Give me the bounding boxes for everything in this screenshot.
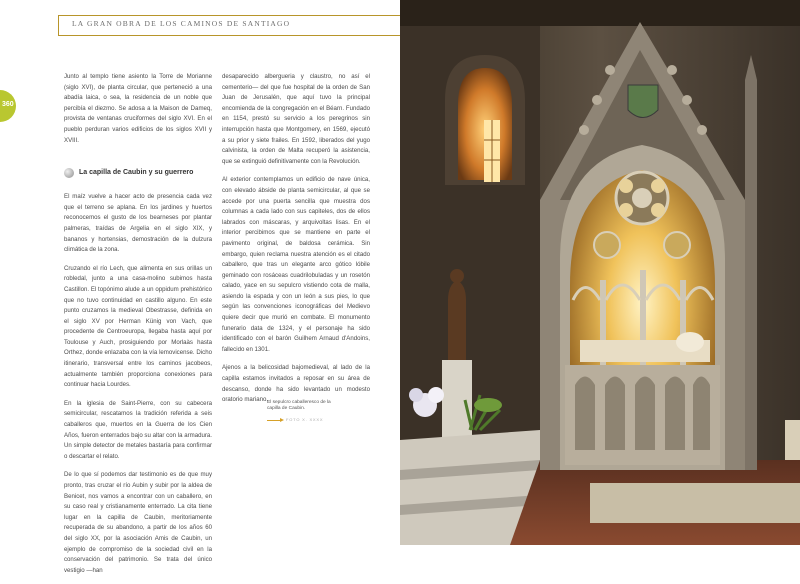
paragraph: En la iglesia de Saint-Pierre, con su cabecera semicircular, rescatamos la tradición referida a seis caballeros que, muertos en la Guerra de los Cien Años, fueron enterrados bajo su altar con la armadura. Un simple detector de metales bastaría para confirmar o descartar el relato.: [64, 399, 212, 460]
chapel-tomb-photo: [400, 0, 800, 545]
section-heading: [64, 166, 212, 184]
paragraph: De lo que sí podemos dar testimonio es de que muy pronto, tras cruzar el río Aubin y subir por la aldea de Benicet, nos vamos a encontrar con un caballero, en su caso real y cristianamente enterrado. La cita tiene lugar en la capilla de Caubin, meritoriamente recuperada de su abandono, a partir de los años 60 del siglo XX, por la asociación Amis de Caubin, un ejemplo de compromiso de la sociedad civil en la conservación del patrimonio. Se trata del único vestigio —han: [64, 471, 212, 574]
paragraph: Cruzando el río Lech, que alimenta en sus orillas un robledal, junto a una casa-molino subimos hasta Castillon. El topónimo alude a un oppidum prehistórico que no tuvo continuidad en castillo alguno. En este punto cruzamos la medieval Obestrasse, definida en el siglo XV por Herman Künig von Vach, que procedente de Centroeuropa, llegaba hasta aquí por Toulouse y Auch, prosiguiendo por Morlaàs hasta Orthez, donde enlazaba con la vía lemovicense. Dicho itinerario, transversal entre los caminos jacobeos, actualmente también proporciona conexiones para continuar hacia Lourdes.: [64, 264, 212, 389]
photo-caption: El sepulcro caballeresco de la capilla de Caubin.: [267, 400, 331, 411]
paragraph: El maíz vuelve a hacer acto de presencia cada vez que el terreno se aplana. En los jardines y huertos reconocemos el gusto de los bearneses por plantar palmeras, traídas de Argelia en el siglo XIX, y bananos y hortensias, demostración de la dulzura climática de la zona.: [64, 193, 212, 254]
text-column-1: [64, 72, 212, 584]
gothic-tomb-illustration: [400, 0, 800, 545]
text-column-2: [222, 72, 370, 414]
paragraph: Ajenos a la belicosidad bajomedieval, al lado de la capilla estamos invitados a reposar en su área de descanso, donde ha sido levantado un modesto oratorio mariano.: [222, 364, 370, 404]
paragraph: Junto al templo tiene asiento la Torre de Morianne (siglo XVI), de planta circular, que perteneció a una abadía laica, o sea, la residencia de un noble que percibía el diezmo. Se adosa a la Maison de Dameq, provista de ventanas cruciformes del siglo XVI. En el pueblo perduran varios edificios de los siglos XVII y XVIII.: [64, 73, 212, 144]
section-title: La capilla de Caubin y su guerrero: [79, 169, 194, 177]
paragraph: Al exterior contemplamos un edificio de nave única, con elevado ábside de planta semicircular, al que se accede por una puerta sencilla que muestra dos columnas a cada lado con sus capiteles, dos de ellos labrados con máscaras, y arquivoltas lisas. En el interior percibimos que se mantiene en parte el pavimento original, de baldosa cerámica. Sin embargo, quien reclama nuestra atención es el citado caballero, que tras un elegante arco gótico lóbile geminado con rosáceas cuadrilobuladas y un rosetón calado, yace en su sepulcro vistiendo cota de malla, asiendo la espada y con un león a sus pies, lo que según las convenciones iconográficas del Medievo quiere decir que murió en combate. El monumento funerario data de 1324, y el personaje ha sido identificado con el barón Guilhem Arnaud d'Andoins, fallecido en 1301.: [222, 176, 370, 353]
bullet-icon: [64, 168, 74, 178]
left-page: [0, 0, 400, 574]
paragraph: desaparecido albergueria y claustro, no así el cementerio— del que fue hospital de la orden de San Juan de Jerusalén, que aquí tuvo la principal encomienda de la congregación en el Béarn. Fundado en 1154, prestó su servicio a los peregrinos sin interrupción hasta que Montgomery, en 1569, ejecutó a su prior y siete frailes. En 1592, liberados del yugo calvinista, la orden de Malta recuperó la asistencia, que se extinguió definitivamente con la Revolución.: [222, 73, 370, 165]
header-tick: [58, 15, 59, 35]
caption-arrow-icon: [267, 420, 281, 421]
photo-credit: FOTO X. XXXX: [286, 417, 324, 422]
page-number: 360: [2, 101, 14, 108]
running-head: LA GRAN OBRA DE LOS CAMINOS DE SANTIAGO: [72, 19, 291, 28]
